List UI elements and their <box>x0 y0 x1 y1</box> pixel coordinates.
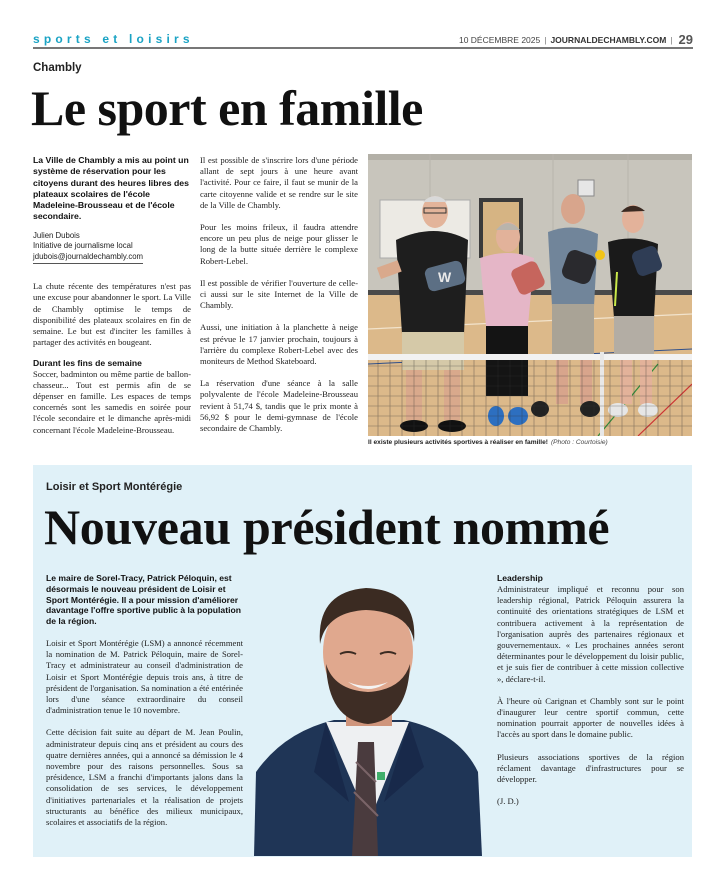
article1-paragraph: Soccer, badminton ou même partie de ballon-chasseur... Tout est permis afin de se dépenser en famille. Les espaces de temps concernés sont les samedis en soirée pour l'école secondaire et le dimanche après-midi concernant l'école Madeleine-Brousseau. <box>33 368 191 435</box>
article1-lead: La Ville de Chambly a mis au point un système de réservation pour les citoyens durant des heures libres des plateaux scolaires de l'école Madeleine-Brousseau et de l'école secondaire. <box>33 155 189 222</box>
article2-column-1 <box>46 573 243 839</box>
article1-paragraph: Aussi, une initiation à la planchette à neige est prévue le 17 janvier prochain, toujours à l'arrière du complexe Robert-Lebel avec des moniteurs de Method Skateboard. <box>200 322 358 367</box>
caption-text: Il existe plusieurs activités sportives à réaliser en famille! <box>368 439 548 446</box>
article2-kicker: Loisir et Sport Montérégie <box>46 481 183 493</box>
article1-column-2 <box>200 155 358 445</box>
article2-paragraph: Loisir et Sport Montérégie (LSM) a annoncé récemment la nomination de M. Patrick Péloquin, maire de Sorel-Tracy et administrateur au conseil d'administration de Loisir et Sport Montérégie depuis trois ans, à titre de président de l'organisation. Sa nomination a été entérinée lors d'une séance extraordinaire du conseil d'administration tenue le 10 novembre. <box>46 637 243 716</box>
byline <box>33 231 191 265</box>
article2-paragraph: À l'heure où Carignan et Chambly sont sur le point d'inaugurer leur centre sportif commun, cette nomination pourrait apporter de nouvelles idées à l'accès au sport dans le domaine public. <box>497 695 684 740</box>
article1-paragraph: Il est possible de vérifier l'ouverture de celle-ci aussi sur le site Internet de la Ville de Chambly. <box>200 277 358 311</box>
section-label: sports et loisirs <box>33 32 194 46</box>
header-rule <box>33 47 693 49</box>
article1-paragraph: Pour les moins frileux, il faudra attendre encore un peu plus de neige pour glisser le long de la butte située derrière le complexe Robert-Lebel. <box>200 222 358 266</box>
portrait-image <box>254 572 484 856</box>
article1-column-1 <box>33 155 191 447</box>
article2-headline: Nouveau président nommé <box>44 499 610 555</box>
article1-photo <box>368 154 692 436</box>
article2-paragraph: Cette décision fait suite au départ de M. Jean Poulin, administrateur depuis cinq ans et président au cours des quatre dernières années, qui a annoncé sa démission le 4 novembre pour des raisons personnelles. Sous sa présidence, LSM a franchi d'importants jalons dans la consolidation de ses services, le développement d'initiatives partenariales et la réalisation de projets structurants au bénéfice des milieux municipaux, scolaires et associatifs de la région. <box>46 727 243 828</box>
byline-author: Julien Dubois <box>33 230 80 240</box>
separator: | <box>670 34 673 45</box>
article1-headline: Le sport en famille <box>31 80 423 136</box>
article2-column-3 <box>497 573 684 818</box>
article1-kicker: Chambly <box>33 62 82 74</box>
photo-credit: (Photo : Courtoisie) <box>550 439 608 446</box>
article1-paragraph: La chute récente des températures n'est pas une excuse pour abandonner le sport. La Ville de Chambly optimise le temps de disponibilité des plateaux scolaires en fin de semaine. Le but est d'inciter les familles à partager des activités en bougeant. <box>33 281 191 348</box>
pickleball-group-image <box>368 154 692 436</box>
article1-subhead: Durant les fins de semaine <box>33 357 142 368</box>
article1-paragraph: Il est possible de s'inscrire lors d'une période allant de sept jours à une heure avant l'activité. Pour ce faire, il faut se munir de la carte citoyenne valide et se rendre sur le site de la Ville de Chambly. <box>200 155 358 210</box>
article2-subhead: Leadership <box>497 573 543 583</box>
article2-portrait-photo <box>254 572 484 856</box>
header-meta <box>459 32 693 47</box>
article2-paragraph: Administrateur impliqué et reconnu pour son leadership régional, Patrick Péloquin assurera la continuité des orientations stratégiques de LSM et contribuera activement à la représentation de l'organisation auprès des partenaires régionaux et gouvernementaux. « Les prochaines années seront déterminantes pour le développement du loisir public, et je suis fier de contribuer à cette mission collective », déclare-t-il. <box>497 584 684 684</box>
site-link[interactable]: JOURNALDECHAMBLY.COM <box>550 34 667 45</box>
page-header <box>33 32 693 48</box>
svg-text:W: W <box>438 269 452 285</box>
article2-signoff: (J. D.) <box>497 796 519 807</box>
article1-paragraph: La réservation d'une séance à la salle polyvalente de l'école Madeleine-Brousseau revient à 51,74 $, tandis que le prix monte à 56,92 $ pour le demi-gymnase de l'école secondaire de Chambly. <box>200 378 358 434</box>
article1-caption <box>368 439 608 446</box>
page-number: 29 <box>678 32 693 47</box>
article2-paragraph: Plusieurs associations sportives de la région réclament davantage d'infrastructures pour se développer. <box>497 751 684 785</box>
issue-date: 10 DÉCEMBRE 2025 <box>458 34 541 45</box>
byline-email[interactable]: jdubois@journaldechambly.com <box>33 252 143 265</box>
article2-lead: Le maire de Sorel-Tracy, Patrick Péloquin, est désormais le nouveau président de Loisir et Sport Montérégie. Il a pour mission d'améliorer davantage l'offre sportive public à la population de la région. <box>46 573 241 627</box>
byline-role: Initiative de journalisme local <box>33 241 133 251</box>
separator: | <box>544 34 547 45</box>
